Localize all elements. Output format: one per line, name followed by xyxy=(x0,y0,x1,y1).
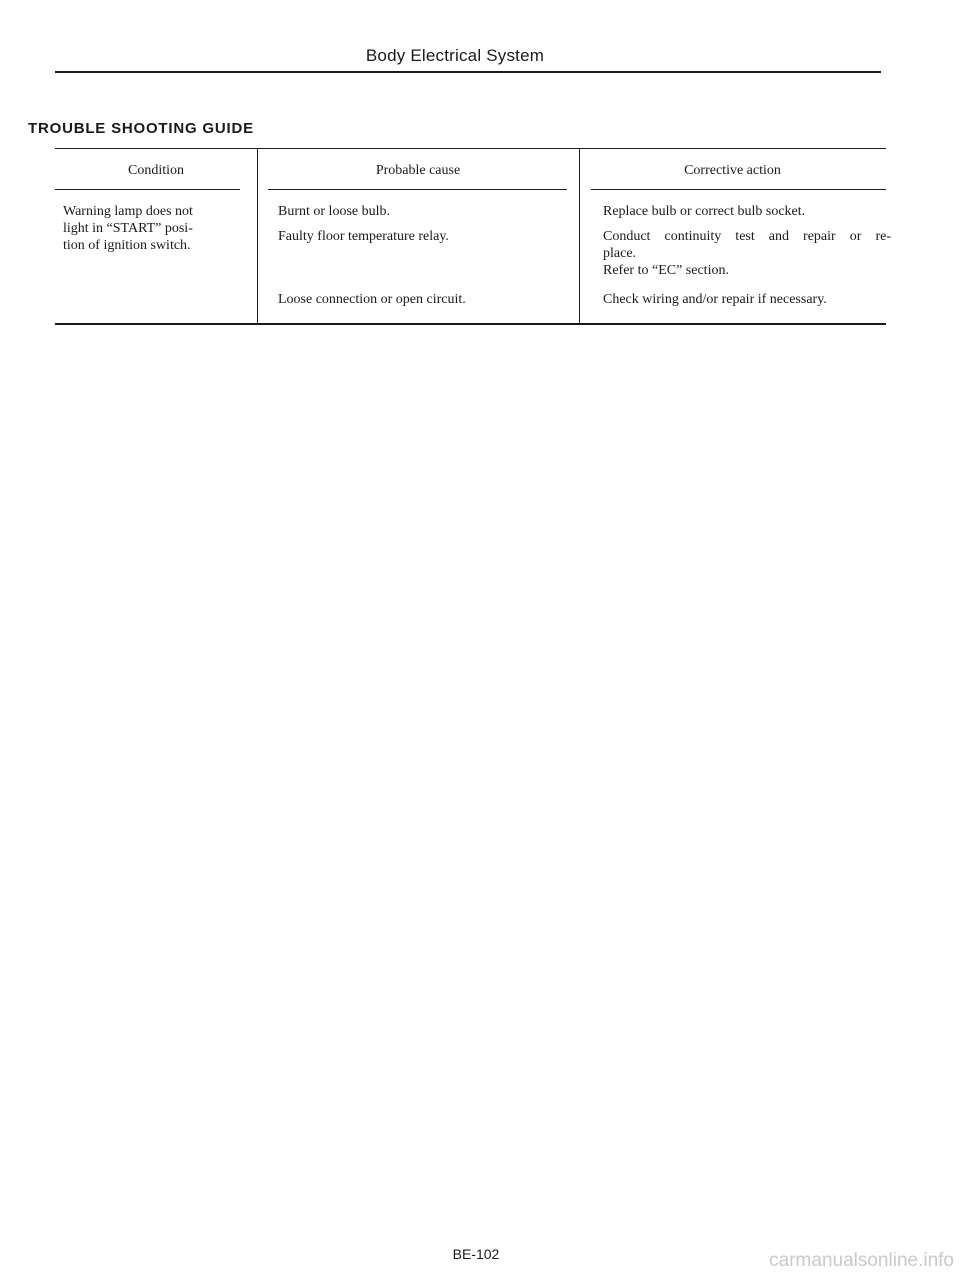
action-line: Conduct continuity test and repair or re- xyxy=(603,229,891,244)
action-line: Refer to “EC” section. xyxy=(603,263,729,278)
cause-loose-connection: Loose connection or open circuit. xyxy=(278,292,466,307)
cause-faulty-relay: Faulty floor temperature relay. xyxy=(278,229,449,244)
column-header-cause: Probable cause xyxy=(375,163,461,178)
page-header-title: Body Electrical System xyxy=(365,46,545,65)
trouble-shooting-table xyxy=(55,148,891,325)
header-underline-action xyxy=(591,189,886,190)
header-underline-condition xyxy=(55,189,240,190)
cause-burnt-bulb: Burnt or loose bulb. xyxy=(278,204,390,219)
column-header-action: Corrective action xyxy=(684,163,781,178)
condition-line: light in “START” posi- xyxy=(63,221,193,236)
header-rule xyxy=(55,71,881,73)
column-header-condition: Condition xyxy=(127,163,184,178)
section-heading: TROUBLE SHOOTING GUIDE xyxy=(28,120,254,137)
action-continuity-test xyxy=(603,228,891,279)
action-replace-bulb: Replace bulb or correct bulb socket. xyxy=(603,204,806,219)
page-number: BE-102 xyxy=(452,1246,500,1262)
condition-line: tion of ignition switch. xyxy=(63,238,191,253)
action-check-wiring: Check wiring and/or repair if necessary. xyxy=(603,292,827,307)
watermark-text: carmanualsonline.info xyxy=(769,1250,954,1271)
condition-cell xyxy=(63,203,193,254)
action-line: place. xyxy=(603,246,637,261)
header-underline-cause xyxy=(268,189,567,190)
condition-line: Warning lamp does not xyxy=(63,204,193,219)
